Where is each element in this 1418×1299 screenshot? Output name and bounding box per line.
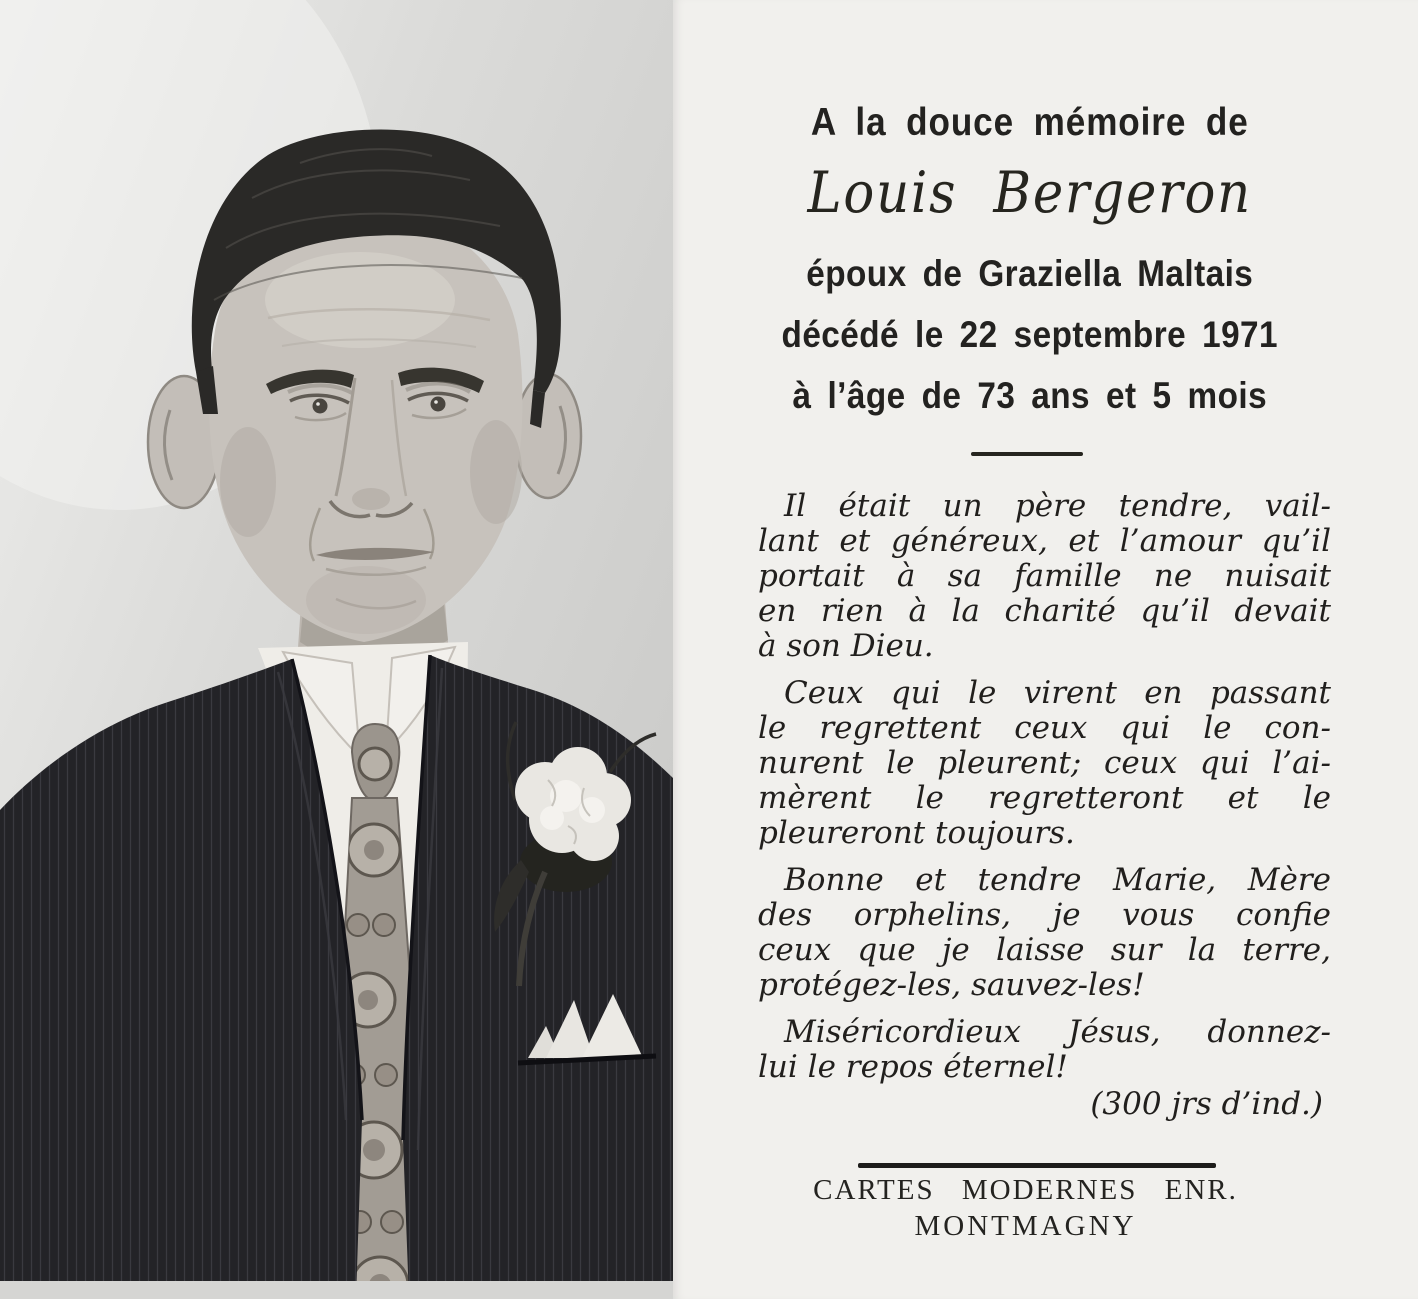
prayer-line: Il était un père tendre, vail- xyxy=(784,488,1331,524)
memorial-header: A la douce mémoire de xyxy=(810,101,1249,144)
prayer-line: Bonne et tendre Marie, Mère xyxy=(784,862,1331,898)
prayer-line: le regrettent ceux qui le con- xyxy=(758,710,1331,746)
prayer-paragraph xyxy=(758,489,1331,664)
prayer-line: lant et généreux, et l’amour qu’il xyxy=(758,523,1331,559)
prayer-block xyxy=(758,489,1331,1122)
memorial-card xyxy=(673,0,1418,1299)
prayer-line: en rien à la charité qu’il devait xyxy=(758,593,1331,629)
indulgence-note: (300 jrs d’ind.) xyxy=(1090,1086,1323,1122)
prayer-line: ceux que je laisse sur la terre, xyxy=(758,932,1331,968)
prayer-line: Miséricordieux Jésus, donnez- xyxy=(784,1014,1331,1050)
subtitle-line: époux de Graziella Maltais xyxy=(806,253,1254,294)
prayer-line: des orphelins, je vous confie xyxy=(758,897,1331,933)
card-top-block xyxy=(708,0,1379,440)
prayer-paragraph xyxy=(758,1015,1331,1085)
subtitle-line: à l’âge de 73 ans et 5 mois xyxy=(792,375,1268,416)
subtitle-lines xyxy=(708,243,1352,426)
prayer-paragraphs xyxy=(758,489,1331,1085)
prayer-line: nurent le pleurent; ceux qui l’ai- xyxy=(758,745,1331,781)
prayer-line: portait à sa famille ne nuisait xyxy=(758,558,1331,594)
prayer-paragraph xyxy=(758,863,1331,1003)
section-divider-rule xyxy=(971,452,1083,456)
prayer-line: à son Dieu. xyxy=(758,628,934,664)
footer-rule xyxy=(858,1163,1216,1168)
printer-footer xyxy=(673,1174,1378,1243)
memorial-photo xyxy=(0,0,673,1299)
printer-name: CARTES MODERNES ENR. xyxy=(813,1174,1238,1206)
deceased-name: Louis Bergeron xyxy=(807,160,1252,226)
prayer-line: pleureront toujours. xyxy=(758,815,1075,851)
photo-bottom-strip xyxy=(0,1281,673,1299)
prayer-line: protégez-les, sauvez-les! xyxy=(758,967,1145,1003)
prayer-line: Ceux qui le virent en passant xyxy=(784,675,1331,711)
subtitle-line: décédé le 22 septembre 1971 xyxy=(781,314,1278,355)
prayer-line: lui le repos éternel! xyxy=(758,1049,1068,1085)
portrait-illustration xyxy=(0,0,673,1299)
prayer-line: mèrent le regretteront et le xyxy=(758,780,1331,816)
prayer-paragraph xyxy=(758,676,1331,851)
printer-city: MONTMAGNY xyxy=(914,1210,1137,1242)
